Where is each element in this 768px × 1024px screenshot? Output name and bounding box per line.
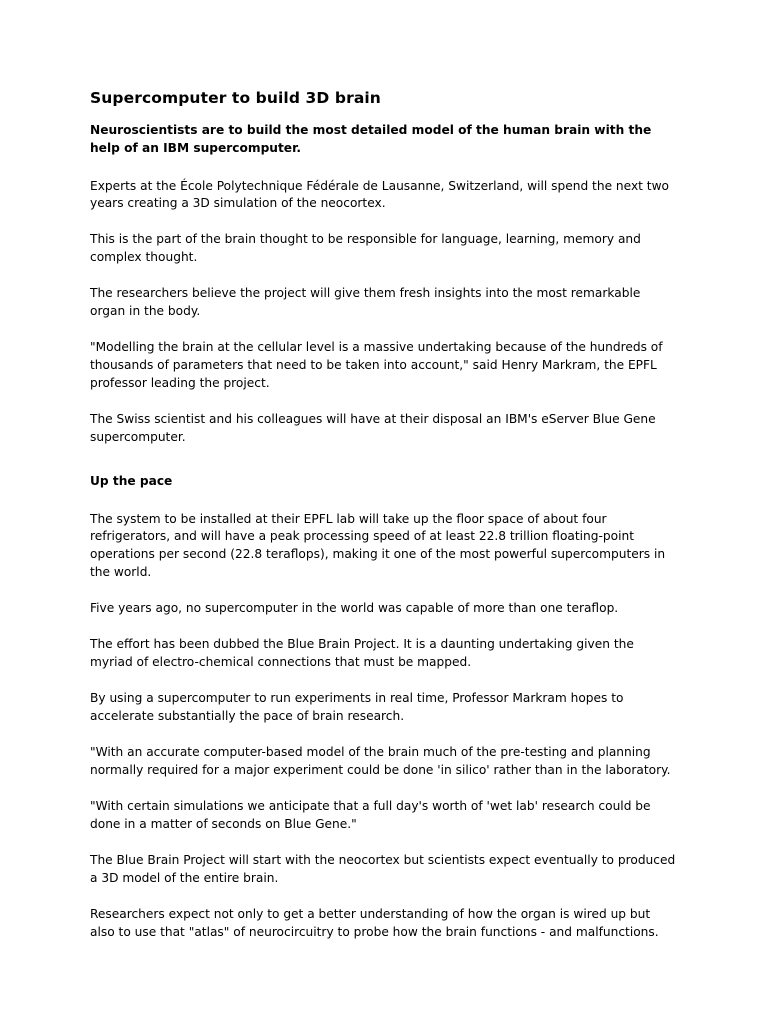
article-paragraph: Researchers expect not only to get a better understanding of how the organ is wired up but also to use that "atlas" of neurocircuitry to probe how the brain functions - and malfunctions. [90, 906, 659, 939]
article-paragraph: The effort has been dubbed the Blue Brain Project. It is a daunting undertaking given the myriad of electro-chemical connections that must be mapped. [90, 637, 634, 670]
article-paragraph: The researchers believe the project will give them fresh insights into the most remarkable organ in the body. [90, 286, 641, 319]
article-paragraph: By using a supercomputer to run experiments in real time, Professor Markram hopes to accelerate substantially the pace of brain research. [90, 691, 624, 724]
article-paragraph: The Blue Brain Project will start with the neocortex but scientists expect eventually to produced a 3D model of the entire brain. [90, 852, 676, 885]
page-title: Supercomputer to build 3D brain [90, 89, 381, 107]
article-body [90, 88, 676, 941]
article-paragraph: Experts at the École Polytechnique Fédérale de Lausanne, Switzerland, will spend the next two years creating a 3D simulation of the neocortex. [90, 178, 670, 211]
article-paragraph: "With an accurate computer-based model of the brain much of the pre-testing and planning normally required for a major experiment could be done 'in silico' rather than in the laboratory. [90, 744, 671, 777]
article-paragraph: The system to be installed at their EPFL lab will take up the floor space of about four refrigerators, and will have a peak processing speed of at least 22.8 trillion floating-point operations per second (22.8 teraflops), making it one of the most powerful supercomputers in the world. [90, 511, 666, 580]
article-paragraph: This is the part of the brain thought to be responsible for language, learning, memory and complex thought. [90, 232, 641, 265]
section-subheading: Up the pace [90, 473, 173, 488]
article-paragraph: The Swiss scientist and his colleagues will have at their disposal an IBM's eServer Blue Gene supercomputer. [90, 411, 656, 444]
article-paragraph: "Modelling the brain at the cellular level is a massive undertaking because of the hundreds of thousands of parameters that need to be taken into account," said Henry Markram, the EPFL professor leading the project. [90, 340, 663, 391]
article-paragraph: "With certain simulations we anticipate that a full day's worth of 'wet lab' research could be done in a matter of seconds on Blue Gene." [90, 798, 651, 831]
article-standfirst: Neuroscientists are to build the most detailed model of the human brain with the help of an IBM supercomputer. [90, 123, 652, 155]
article-paragraph: Five years ago, no supercomputer in the world was capable of more than one teraflop. [90, 601, 619, 616]
